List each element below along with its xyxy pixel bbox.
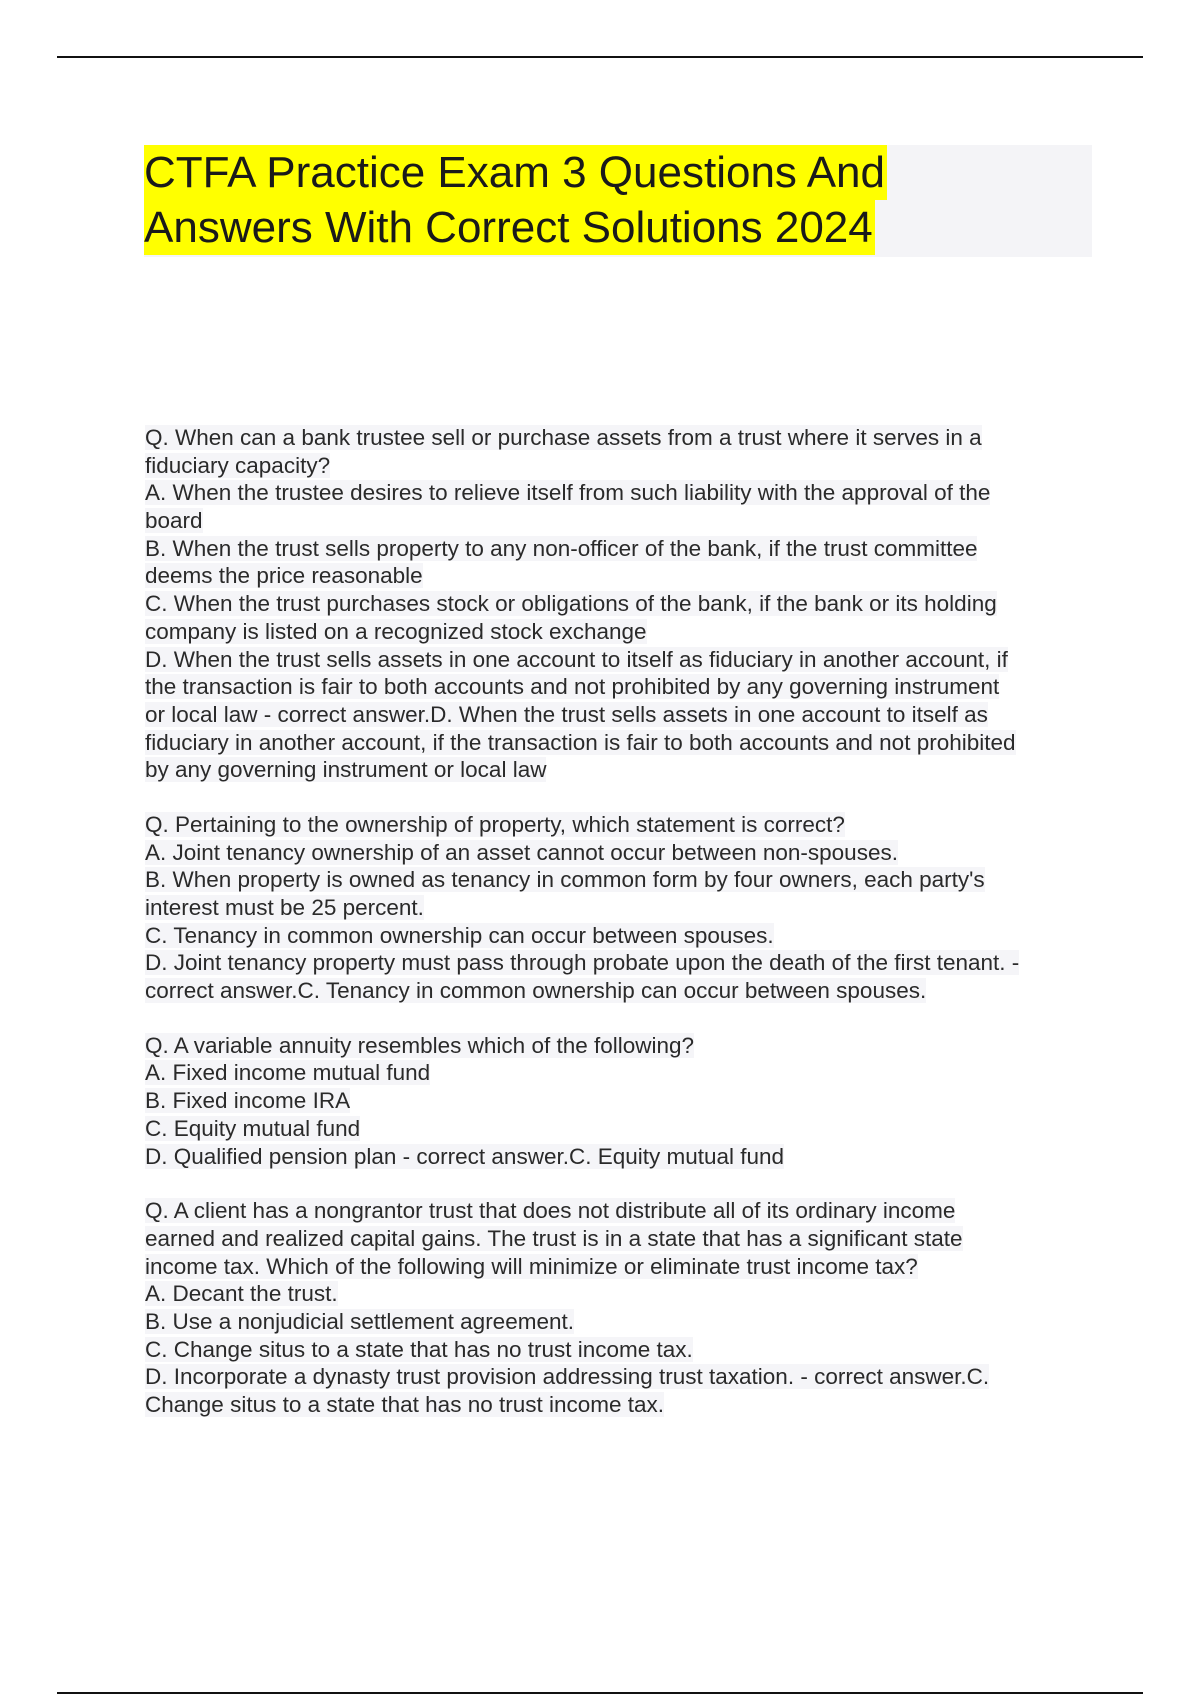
text-line: B. When property is owned as tenancy in common form by four owners, each party's [145,867,985,893]
text-line: Change situs to a state that has no trust income tax. [145,1392,665,1417]
title-line-2: Answers With Correct Solutions 2024 [144,200,875,255]
text-line: company is listed on a recognized stock exchange [145,618,647,644]
text-line: B. Use a nonjudicial settlement agreement. [145,1308,574,1334]
top-divider [57,56,1143,58]
text-line: Q. When can a bank trustee sell or purchase assets from a trust where it serves in a [145,425,982,450]
text-line: Q. Pertaining to the ownership of property, which statement is correct? [145,811,845,837]
text-line: A. When the trustee desires to relieve itself from such liability with the approval of the [145,480,991,506]
title-line-1: CTFA Practice Exam 3 Questions And [144,145,887,200]
document-title [144,145,1092,257]
text-line: D. Joint tenancy property must pass through probate upon the death of the first tenant. - [145,950,1020,976]
question-list [145,424,1095,1446]
text-line: the transaction is fair to both accounts and not prohibited by any governing instrument [145,674,1000,700]
text-line: Q. A variable annuity resembles which of the following? [145,1032,695,1058]
text-line: Q. A client has a nongrantor trust that does not distribute all of its ordinary income [145,1198,956,1224]
text-line: board [145,508,203,534]
text-line: B. Fixed income IRA [145,1088,351,1114]
text-line: income tax. Which of the following will minimize or eliminate trust income tax? [145,1253,918,1279]
text-line: fiduciary capacity? [145,452,331,478]
text-line: C. Equity mutual fund [145,1115,361,1141]
text-line: A. Decant the trust. [145,1281,338,1307]
text-line: fiduciary in another account, if the transaction is fair to both accounts and not prohibited [145,729,1016,755]
bottom-divider [57,1692,1143,1694]
text-line: deems the price reasonable [145,563,423,589]
text-line: D. Incorporate a dynasty trust provision addressing trust taxation. - correct answer.C. [145,1364,990,1390]
text-line: or local law - correct answer.D. When the trust sells assets in one account to itself as [145,701,988,727]
text-line: B. When the trust sells property to any non-officer of the bank, if the trust committee [145,535,978,561]
text-line: A. Joint tenancy ownership of an asset cannot occur between non-spouses. [145,839,898,865]
text-line: C. Tenancy in common ownership can occur between spouses. [145,922,774,948]
text-line: correct answer.C. Tenancy in common ownership can occur between spouses. [145,978,927,1004]
text-line: by any governing instrument or local law [145,757,547,783]
text-line: D. Qualified pension plan - correct answer.C. Equity mutual fund [145,1143,785,1169]
question-block-3 [145,1032,1095,1170]
text-line: C. When the trust purchases stock or obligations of the bank, if the bank or its holding [145,591,997,617]
text-line: C. Change situs to a state that has no trust income tax. [145,1336,693,1362]
question-block-2 [145,811,1095,1005]
text-line: earned and realized capital gains. The trust is in a state that has a significant state [145,1225,963,1251]
text-line: D. When the trust sells assets in one account to itself as fiduciary in another account, if [145,646,1008,672]
text-line: interest must be 25 percent. [145,895,424,920]
question-block-1 [145,424,1095,784]
question-block-4 [145,1197,1095,1419]
text-line: A. Fixed income mutual fund [145,1060,431,1086]
